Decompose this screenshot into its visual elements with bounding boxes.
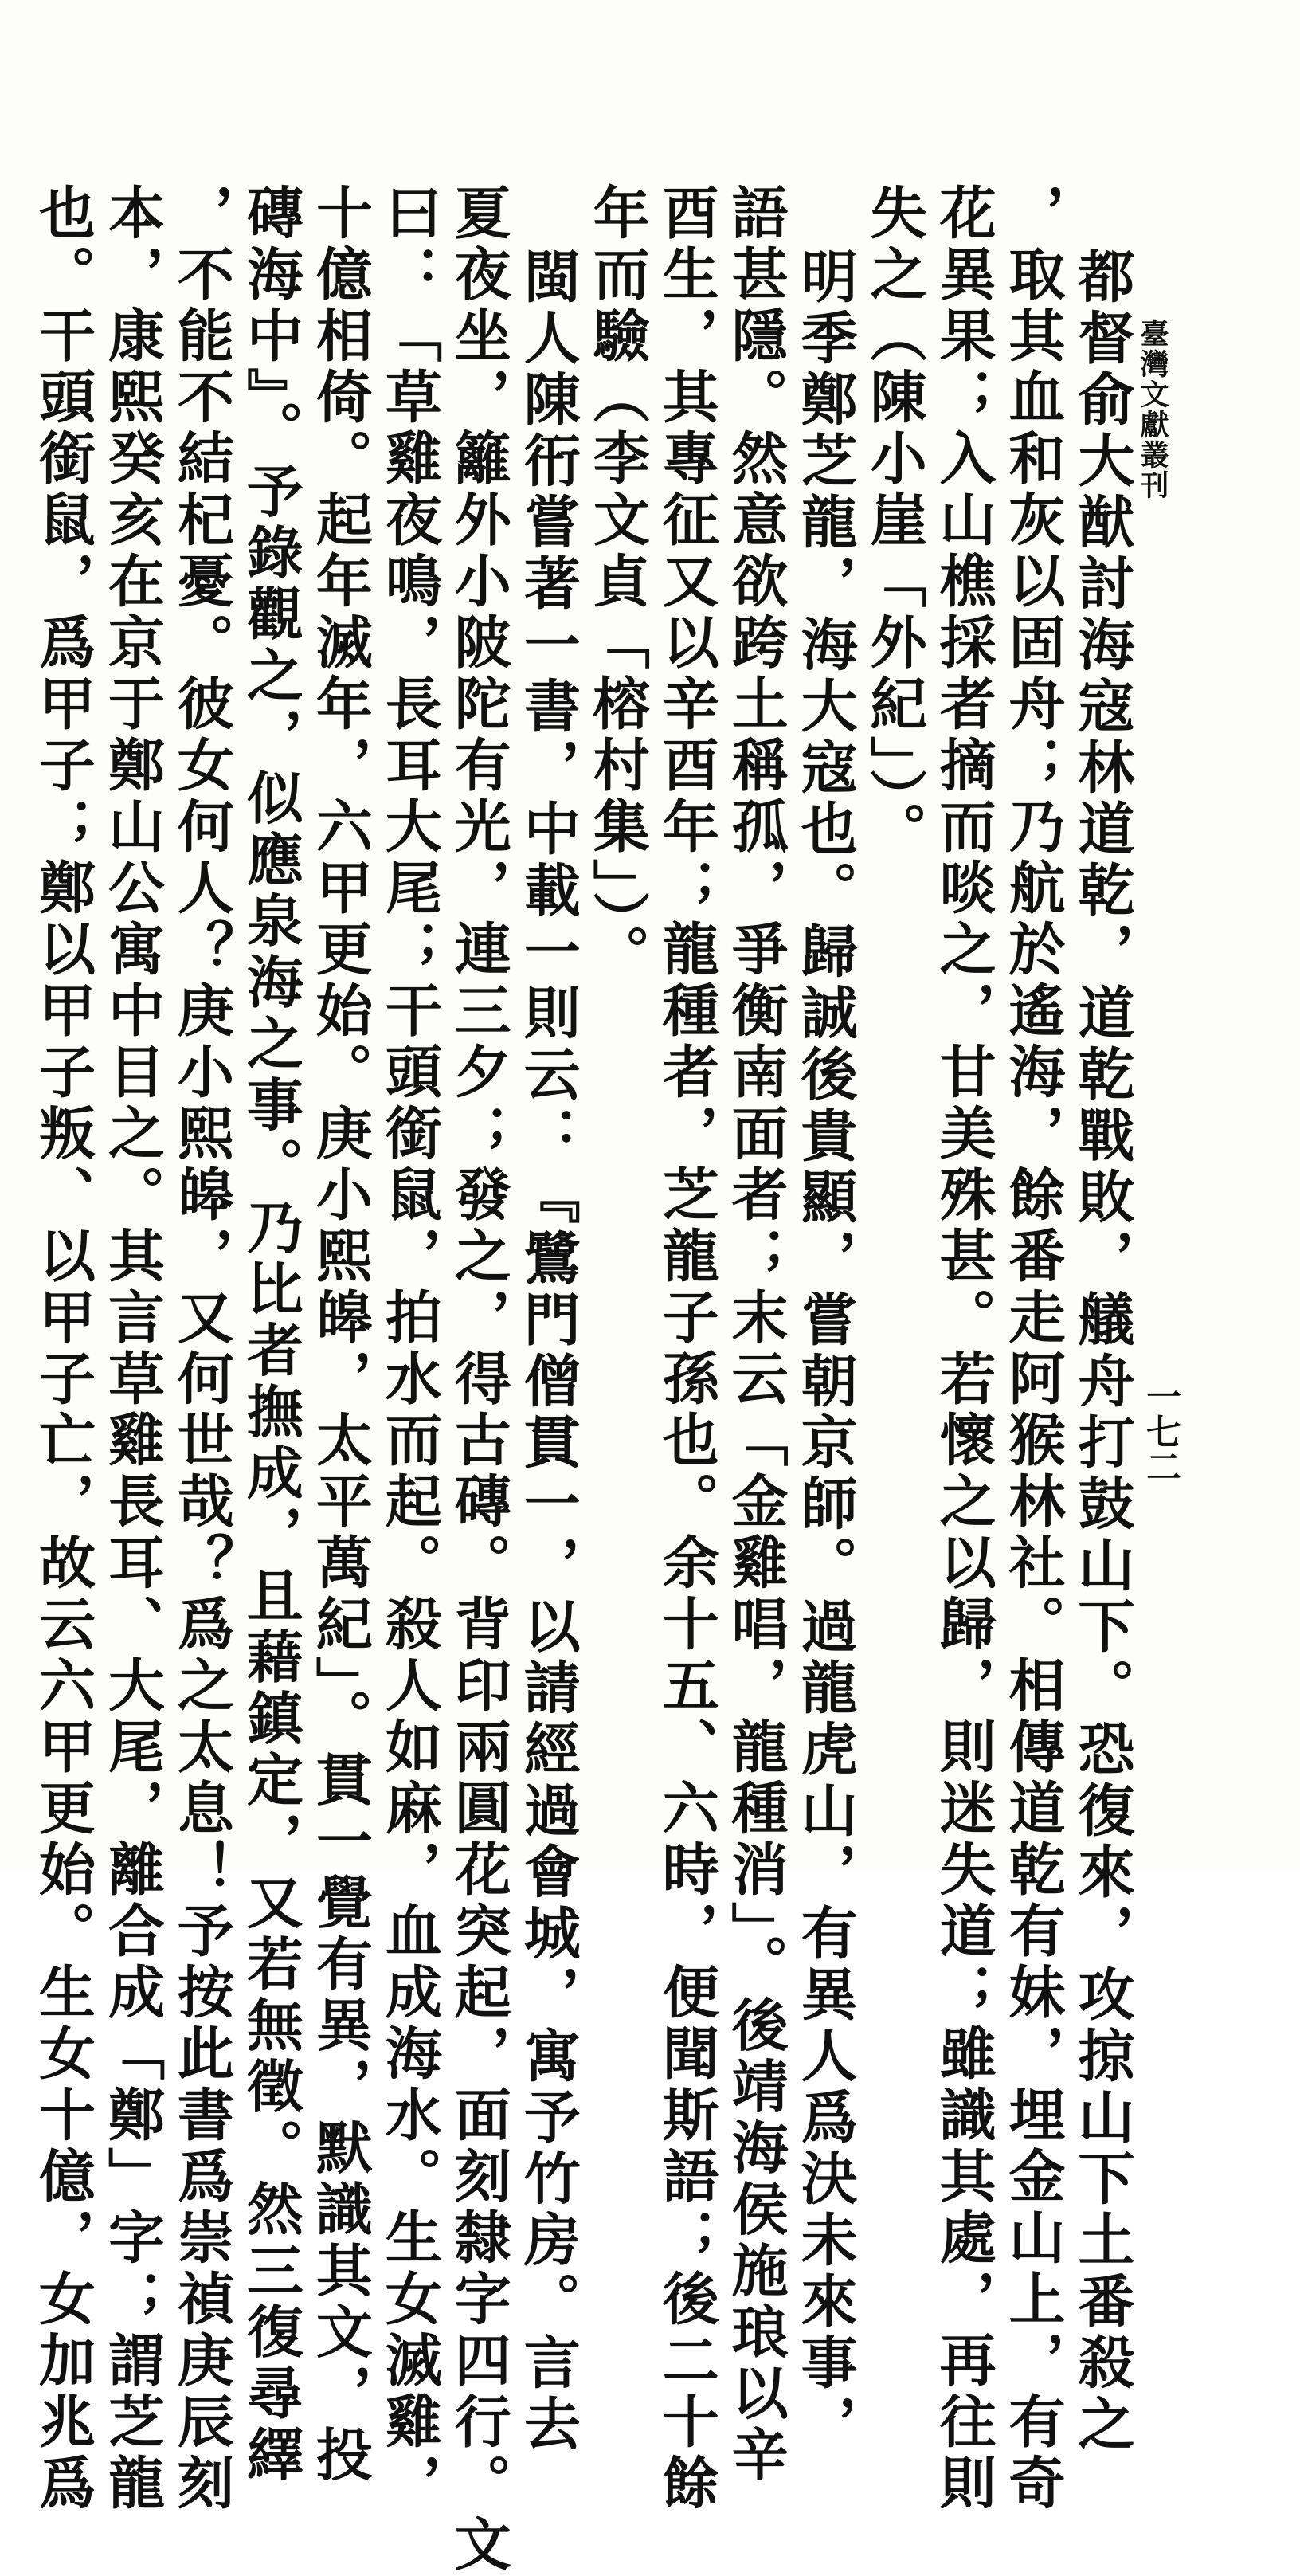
text-column: 夏夜坐，籬外小陂陀有光，連三夕；發之，得古磚。背印兩圓花突起，面刻隸字四行。文 <box>445 183 513 2576</box>
text-column: 磚海中』。予錄觀之，似應泉海之事。乃比者撫成，且藉鎮定，又若無徵。然三復尋繹 <box>237 183 305 2487</box>
text-column: ，不能不結杞憂。彼女何人？庚小熙皞，又何世哉？爲之太息！予按此書爲崇禎庚辰刻 <box>168 183 236 2515</box>
text-column: 明季鄭芝龍，海大寇也。歸誠後貴顯，嘗朝京師。過龍虎山，有異人爲決未來事， <box>792 247 859 2456</box>
text-column: 年而驗（李文貞「榕村集」）。 <box>584 183 652 986</box>
text-column: 也。干頭銜鼠，爲甲子；鄭以甲子叛、以甲子亡，故云六甲更始。生女十億，女加兆爲 <box>29 183 97 2515</box>
text-column: 花異果；入山樵採者摘而啖之，甘美殊甚。若懷之以歸，則迷失道；雖識其處，再往則 <box>930 183 998 2515</box>
text-column: 語甚隱。然意欲跨土稱孤，爭衡南面者；末云「金雞唱，龍種消」。後靖海侯施琅以辛 <box>722 183 790 2487</box>
text-column: 閩人陳衎嘗著一書，中載一則云：『鷺門僧貫一，以請經過會城，寓予竹房。言去 <box>515 247 582 2456</box>
text-column: 曰：「草雞夜鳴，長耳大尾；干頭銜鼠，拍水而起。殺人如麻，血成海水。生女滅雞， <box>376 183 444 2515</box>
text-column: 十億相倚。起年滅年，六甲更始。庚小熙皞，太平萬紀」。貫一覺有異，默識其文，投 <box>307 183 374 2487</box>
running-title: 臺灣文獻叢刊 <box>1136 319 1169 500</box>
text-column: 失之（陳小崖「外紀」）。 <box>861 183 929 863</box>
text-column: ，取其血和灰以固舟；乃航於遙海，餘番走阿猴林社。相傳道乾有妹，埋金山上，有奇 <box>1000 183 1067 2515</box>
body-text <box>29 120 1138 2576</box>
text-column: 本，康熙癸亥在京于鄭山公寓中目之。其言草雞長耳、大尾，離合成「鄭」字；謂芝龍 <box>99 183 166 2515</box>
text-column: 都督俞大猷討海寇林道乾，道乾戰敗，艤舟打鼓山下。恐復來，攻掠山下土番殺之 <box>1069 247 1136 2456</box>
text-column: 酉生，其專征又以辛酉年；龍種者，芝龍子孫也。余十五、六時，便聞斯語；後二十餘 <box>653 183 721 2515</box>
page-number: 一七二 <box>1140 1378 1181 1484</box>
